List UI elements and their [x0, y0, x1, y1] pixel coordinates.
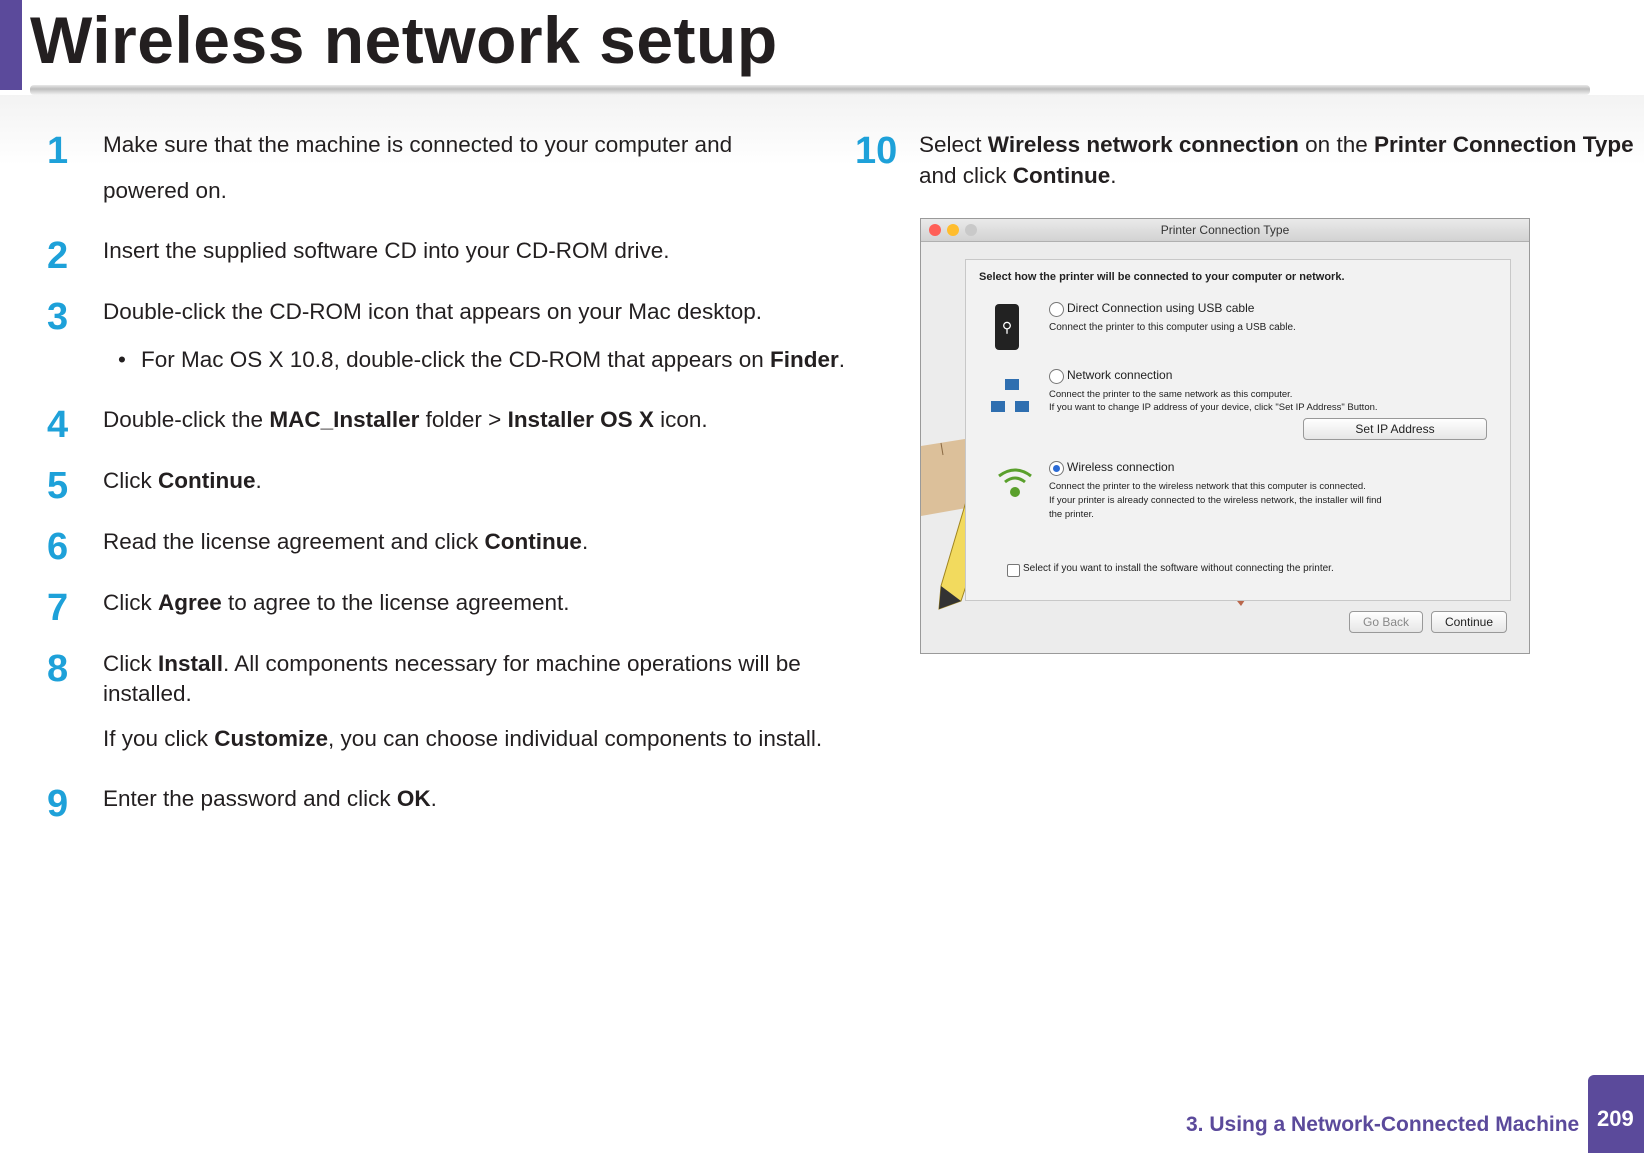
chapter-label: 3. Using a Network-Connected Machine: [1186, 1113, 1580, 1136]
step-number: 6: [47, 526, 69, 568]
step-number: 7: [47, 587, 69, 629]
page-title: Wireless network setup: [30, 3, 778, 77]
option-network-desc1: Connect the printer to the same network as this computer.: [1049, 389, 1293, 400]
step-3-text: Double-click the CD-ROM icon that appears on your Mac desktop.: [103, 299, 763, 324]
step-10-text: Select Wireless network connection on the Printer Connection Type: [919, 132, 1634, 157]
step-8-note: If you click Customize, you can choose individual components to install.: [103, 726, 823, 751]
installer-screenshot: [920, 218, 1530, 654]
set-ip-address-button[interactable]: Set IP Address: [1303, 418, 1487, 440]
step-number: 3: [47, 296, 69, 338]
step-number: 4: [47, 404, 69, 446]
step-number: 9: [47, 783, 69, 825]
step-2-text: Insert the supplied software CD into your CD-ROM drive.: [103, 238, 670, 263]
page-number: 209: [1597, 1106, 1634, 1131]
step-9-text: Enter the password and click OK.: [103, 786, 437, 811]
radio-wireless[interactable]: [1049, 461, 1064, 476]
step-1-line1: Make sure that the machine is connected to your computer and: [103, 132, 733, 157]
option-wireless-label: Wireless connection: [1067, 460, 1175, 474]
wireless-icon: [995, 464, 1035, 500]
step-1-line2: powered on.: [103, 178, 227, 203]
step-number: 2: [47, 235, 69, 277]
radio-usb[interactable]: [1049, 302, 1064, 317]
go-back-button[interactable]: Go Back: [1349, 611, 1423, 633]
network-icon: [991, 379, 1033, 415]
option-wireless-desc3: the printer.: [1049, 509, 1094, 520]
close-button[interactable]: [929, 224, 941, 236]
continue-button[interactable]: Continue: [1431, 611, 1507, 633]
window-title: Printer Connection Type: [1160, 223, 1290, 237]
zoom-button[interactable]: [965, 224, 977, 236]
step-3-bullet: For Mac OS X 10.8, double-click the CD-ROM that appears on Finder.: [141, 347, 846, 372]
step-number: 5: [47, 465, 69, 507]
usb-icon: ⚲: [995, 304, 1019, 350]
step-number: 10: [855, 130, 898, 172]
step-5-text: Click Continue.: [103, 468, 262, 493]
radio-network[interactable]: [1049, 369, 1064, 384]
option-network-label: Network connection: [1067, 368, 1173, 382]
option-wireless-desc1: Connect the printer to the wireless network that this computer is connected.: [1049, 481, 1366, 492]
step-10-line2: and click Continue.: [919, 163, 1117, 188]
step-7-text: Click Agree to agree to the license agreement.: [103, 590, 570, 615]
skip-connection-label: Select if you want to install the software without connecting the printer.: [1023, 563, 1334, 574]
title-accent-bar: [0, 0, 22, 90]
step-4-text: Double-click the MAC_Installer folder > Installer OS X icon.: [103, 407, 708, 432]
step-number: 1: [47, 130, 69, 172]
minimize-button[interactable]: [947, 224, 959, 236]
step-8-line2: installed.: [103, 681, 192, 706]
option-usb-label: Direct Connection using USB cable: [1067, 301, 1255, 315]
option-wireless-desc2: If your printer is already connected to the wireless network, the installer will find: [1049, 495, 1382, 506]
option-usb-desc: Connect the printer to this computer using a USB cable.: [1049, 322, 1296, 333]
skip-connection-checkbox[interactable]: [1007, 564, 1020, 577]
option-network-desc2: If you want to change IP address of your device, click "Set IP Address" Button.: [1049, 402, 1378, 413]
step-6-text: Read the license agreement and click Continue.: [103, 529, 589, 554]
bullet-mark: •: [118, 347, 126, 372]
prompt-text: Select how the printer will be connected to your computer or network.: [979, 271, 1345, 283]
step-8-text: Click Install. All components necessary for machine operations will be: [103, 651, 801, 676]
step-number: 8: [47, 648, 69, 690]
title-rule: [30, 85, 1590, 95]
window-titlebar: [921, 219, 1529, 242]
